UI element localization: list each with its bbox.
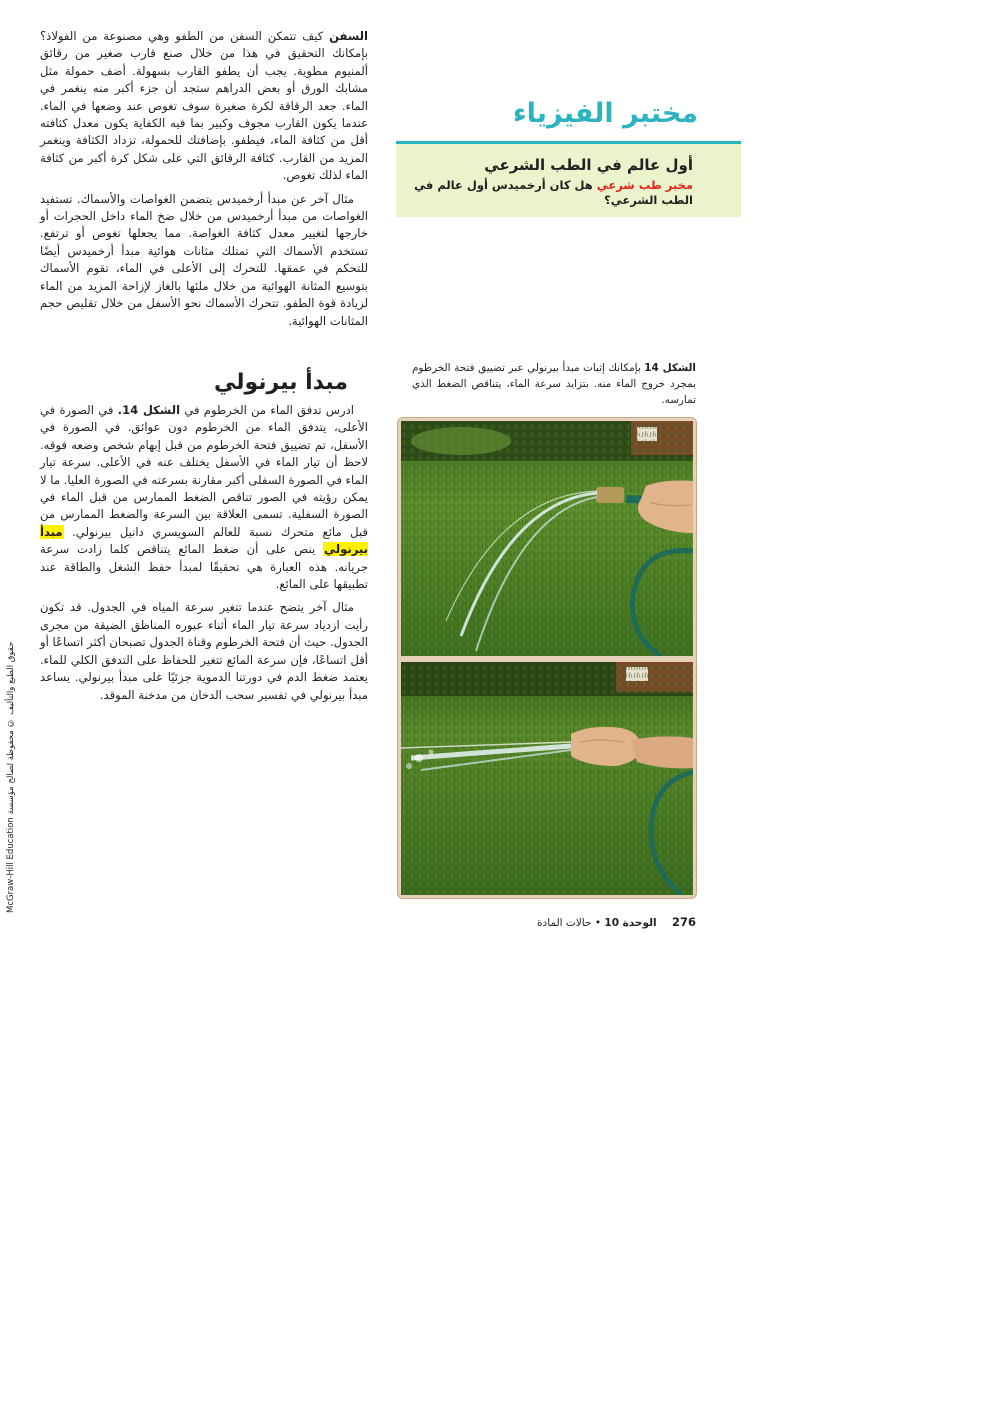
bernoulli-p1-c: ينص على أن ضغط المائع يتناقص كلما زادت سرعة جريانه. هذه العبارة هي تحقيقًا لمبدأ حفظ الشغل والطاقة عند تطبيقها على المائع. xyxy=(40,542,368,592)
physics-lab-box-title: أول عالم في الطب الشرعي xyxy=(484,156,693,174)
section-heading-bernoulli: مبدأ بيرنولي xyxy=(213,370,348,395)
footer-bullet: • xyxy=(594,917,602,929)
page-footer xyxy=(420,915,696,929)
bernoulli-p1-a: ادرس تدفق الماء من الخرطوم في xyxy=(180,403,355,417)
paragraph-bernoulli-1 xyxy=(40,402,368,593)
physics-lab-question: هل كان أرخميدس أول عالم في الطب الشرعي؟ xyxy=(414,178,693,207)
ships-lead-term: السفن xyxy=(329,29,369,43)
paragraph-submarines: مثال آخر عن مبدأ أرخميدس يتضمن الغواصات والأسماك. تستفيد الغواصات من مبدأ أرخميدس من خلال ضخ الماء داخل الحجرات أو خارجها لتغيير معدل كثافة الغواصة. مما يجعلها تغوص أو ترتفع. تستخدم الأسماك التي تمتلك مثانات هوائية مبدأ أرخميدس أيضًا للتحكم في عمقها. للتحرك إلى الأعلى في الماء، تقوم الأسماك بتوسيع المثانة الهوائية من خلال ملئها بالغاز لإزاحة المزيد من الماء لزيادة قوة الطفو. تتحرك الأسماك نحو الأسفل من خلال تقليص حجم المثانات الهوائية. xyxy=(40,191,368,328)
paragraph-bernoulli-2: مثال آخر يتضح عندما تتغير سرعة المياه في الجدول. قد تكون رأيت ازدياد سرعة تيار الماء أثناء عبوره المناظق الضيقة من مجرى الجدول. حيث أن فتحة الخرطوم وقناة الجدول تصبحان أكثر اتساعًا أو أقل اتساعًا، فإن سرعة المائع تتغير للحفاظ على التدفق الكلي للماء. يعتمد ضغط الدم في دورتنا الدموية جزئيًا على مبدأ بيرنولي. يساعد مبدأ بيرنولي في تفسير سحب الدخان من مدخنة الموقد. xyxy=(40,600,368,702)
ships-text: كيف تتمكن السفن من الطفو وهي مصنوعة من الفولاذ؟ بإمكانك التحقيق في هذا من خلال صنع قارب صغير من رقائق ألمنيوم مطوية. يجب أن يطفو القارب بسهولة. أضف حمولة مثل مشابك الورق أو بعض الدراهم ستجد أن جزء أكبر منه ينغمر في الماء. جعد الرقاقة لكرة صغيرة سوف تغوص عند وضعها في الماء. عندما يكون القارب مجوف وكبير بما فيه الكفاية يكون معدل كثافته أقل من كثافة الماء، فيطفو. بإضافتك للحمولة، تزداد الكثافة وينغمر المزيد من القارب. كثافة الرقائق التي على شكل كرة أكبر من كثافة الماء لذلك تغوص. xyxy=(40,29,368,183)
copyright-notice: حقوق الطبع والتأليف © محفوظة لصالح مؤسسة McGraw-Hill Education xyxy=(6,642,16,914)
bernoulli-p1-b: في الصورة في الأعلى، يتدفق الماء من الخرطوم دون عوائق. في الصورة في الأسفل، تم تضييق فتحة الخرطوم من قبل إبهام شخص وضعه فوقه. لاحظ أن تيار الماء في الأسفل يختلف عنه في الأعلى. سرعة تيار الماء في الصورة السفلى أكبر مقارنة بسرعته في الصورة العليا. ما لا يمكن رؤيته في الصور تناقص الضغط الممارس من قبل الماء في الصورة السفلية. تسمى العلاقة بين السرعة والضغط الممارس من قبل مائع متحرك نسبة للعالم السويسري دانيل بيرنولي. xyxy=(40,403,368,539)
figure-caption-text: بإمكانك إثبات مبدأ بيرنولي عبر تضييق فتحة الخرطوم بمجرد خروج الماء منه. بتزايد سرعة الماء، يتناقص الضغط الذي تمارسه. xyxy=(412,362,696,406)
physics-lab-title: مختبر الفيزياء xyxy=(512,98,698,129)
body-text-column xyxy=(40,28,368,336)
footer-chapter: حالات المادة xyxy=(537,917,592,929)
photo-hose-unobstructed xyxy=(401,421,693,656)
physics-lab-box[interactable] xyxy=(396,144,741,217)
vocabulary-term-bernoulli[interactable]: مبدأ بيرنولي xyxy=(40,524,368,557)
figure-caption xyxy=(412,360,696,408)
physics-lab-box-body xyxy=(403,178,693,208)
paragraph-ships xyxy=(40,28,368,185)
footer-unit: الوحدة 10 xyxy=(604,917,657,929)
figure-label: الشكل 14 xyxy=(644,362,696,374)
forensics-lab-tag[interactable]: مخبر طب شرعي xyxy=(596,178,693,192)
page-number: 276 xyxy=(671,915,696,929)
figure-reference[interactable]: الشكل 14. xyxy=(117,403,181,417)
bernoulli-text-column xyxy=(40,402,368,710)
photo-hose-constricted xyxy=(401,662,693,895)
figure-photo-frame xyxy=(398,418,696,898)
